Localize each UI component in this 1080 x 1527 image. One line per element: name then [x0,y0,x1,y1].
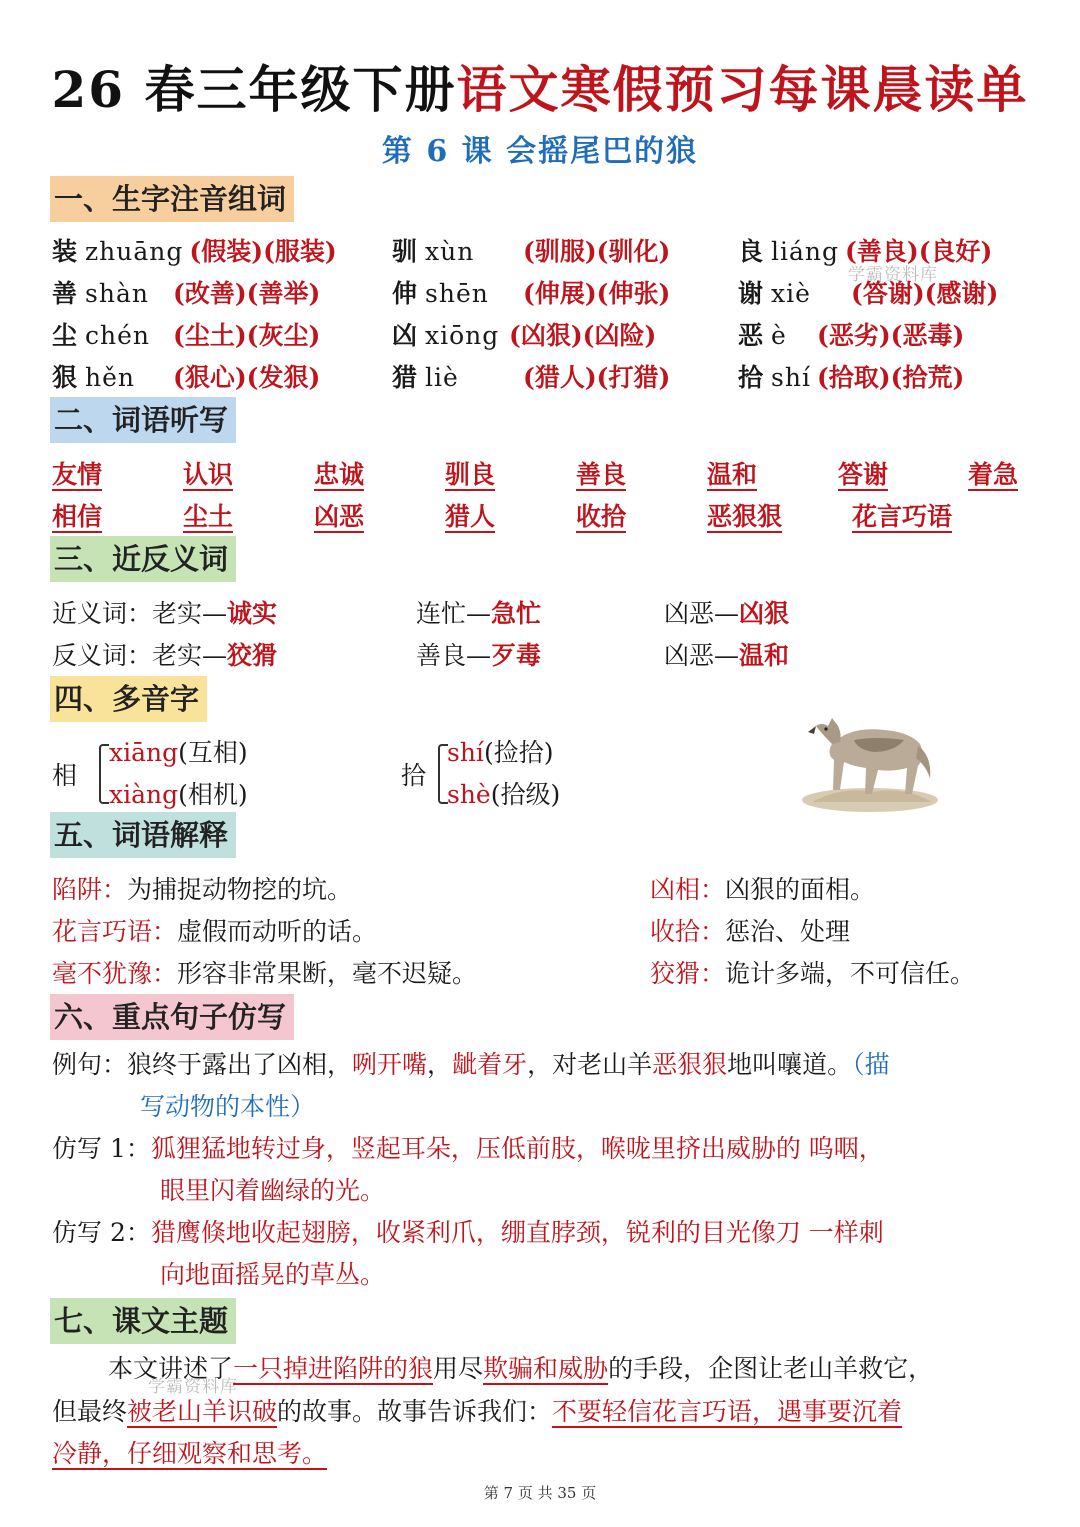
imitation-2-cont [160,1254,385,1296]
char: 恶 [738,321,764,350]
char-item [52,274,320,310]
char-words: (拾取)(拾荒) [816,363,965,392]
dictation-word: 善良 [576,460,627,489]
char-words: (凶狠)(凶险) [509,321,657,350]
char: 驯 [392,237,418,266]
pinyin: è [771,321,787,350]
pinyin: liè [425,363,459,392]
dictation-word: 收拾 [576,502,627,531]
theme-line-2 [52,1391,902,1433]
definition: 形容非常果断，毫不迟疑。 [177,959,478,988]
antonym-pair [416,636,541,672]
pinyin: liáng [771,237,840,266]
section-heading-synonyms: 三、近反义词 [50,536,236,582]
antonym-row [52,636,277,672]
example-highlight: 咧开嘴 [352,1050,428,1079]
char-words: (改善)(善举) [173,279,321,308]
reading-word: (互相) [178,738,248,767]
theme-text: 但最终 [52,1397,128,1426]
antonym-pair [664,636,789,672]
imitation-text: 狐狸猛地转过身，竖起耳朵，压低前肢，喉咙里挤出威胁的 呜咽， [150,1134,884,1163]
theme-text: 的手段，企图让老山羊救它， [608,1354,934,1383]
dictation-word: 驯良 [445,460,496,489]
page-title [0,50,1080,122]
synonym-label: 近义词： [52,599,153,628]
watermark: 学霸资料库 [848,265,938,285]
antonym-word: 善良— [416,641,492,670]
theme-highlight: 被老山羊识破 [127,1397,278,1426]
char: 猎 [392,363,418,392]
synonym-word: 老实— [152,599,228,628]
pinyin: chén [85,321,151,350]
antonym-word: 老实— [152,641,228,670]
theme-text: 用尽 [433,1354,484,1383]
char: 尘 [52,321,78,350]
polyphone-reading [447,733,553,769]
char-item [52,232,337,268]
dictation-word: 花言巧语 [852,502,953,531]
theme-highlight: 一只掉进陷阱的狼 [233,1354,434,1383]
wolf-illustration [792,682,942,814]
example-note-cont [140,1086,315,1128]
synonym-word: 连忙— [416,599,492,628]
char: 狠 [52,363,78,392]
dictation-word: 忠诚 [314,460,365,489]
reading-word: (拾级) [490,780,561,809]
reading-pinyin: shí [447,738,484,767]
dictation-word: 着急 [968,460,1019,489]
example-text: ，对老山羊 [527,1050,653,1079]
section-heading-characters: 一、生字注音组词 [50,176,294,222]
polyphone-reading [109,775,248,811]
section-heading-theme: 七、课文主题 [50,1298,236,1344]
synonym-answer: 急忙 [491,599,542,628]
dictation-word: 恶狠狠 [707,502,783,531]
section-heading-explanations: 五、词语解释 [50,812,236,858]
char: 谢 [738,279,764,308]
char-words: (尘土)(灰尘) [173,321,321,350]
imitation-text: 猎鹰倏地收起翅膀，收紧利爪，绷直脖颈，锐利的目光像刀 一样刺 [150,1218,884,1247]
char-words: (善良)(良好) [845,237,993,266]
char-words: (猎人)(打猎) [523,363,671,392]
theme-highlight: 不要轻信花言巧语，遇事要沉着 [552,1397,903,1426]
antonym-answer: 狡猾 [227,641,278,670]
reading-word: (相机) [178,780,248,809]
synonym-pair [664,594,789,630]
reading-word: (捡拾) [483,738,554,767]
char-words: (恶劣)(恶毒) [817,321,965,350]
title-subject: 语文寒假预习每课晨读单 [456,60,1029,119]
term: 陷阱： [52,875,128,904]
pinyin: shēn [425,279,489,308]
char-item [392,358,670,394]
char-item [392,274,670,310]
polyphone-reading [447,775,560,811]
pinyin: xiè [771,279,811,308]
term: 收拾： [650,917,726,946]
imitation-text: 眼里闪着幽绿的光。 [160,1176,386,1205]
char-words: (假装)(服装) [189,237,337,266]
explanation-item [650,870,875,906]
imitation-text: 向地面摇晃的草丛。 [160,1260,386,1289]
example-highlight: 龇着牙 [452,1050,528,1079]
char-item [738,358,964,394]
explanation-item [52,870,352,906]
imitation-2 [52,1212,884,1254]
char: 装 [52,237,78,266]
char: 良 [738,237,764,266]
theme-text: 本文讲述了 [108,1354,234,1383]
antonym-word: 凶恶— [664,641,740,670]
polyphone-char: 拾 [401,761,427,790]
explanation-item [52,954,477,990]
char-item [392,232,670,268]
reading-pinyin: xiàng [109,780,179,809]
dictation-word: 认识 [183,460,234,489]
example-sentence [52,1044,1042,1086]
definition: 为捕捉动物挖的坑。 [127,875,353,904]
theme-highlight: 欺骗和威胁 [483,1354,609,1383]
example-label: 例句： [52,1050,128,1079]
dictation-word: 相信 [52,502,103,531]
example-text: ， [427,1050,453,1079]
polyphone-char: 相 [52,761,78,790]
char: 凶 [392,321,418,350]
char-words: (伸展)(伸张) [523,279,671,308]
term: 狡猾： [650,959,726,988]
synonym-row [52,594,277,630]
title-grade: 26 春三年级下册 [51,60,457,119]
imitation-1-cont [160,1170,385,1212]
definition: 虚假而动听的话。 [177,917,378,946]
example-text: 狼终于露出了凶相， [127,1050,353,1079]
dictation-word: 答谢 [838,460,889,489]
char: 伸 [392,279,418,308]
watermark: 学霸资料库 [148,1377,238,1397]
dictation-word: 凶恶 [314,502,365,531]
antonym-answer: 温和 [739,641,790,670]
pinyin: xùn [425,237,475,266]
example-note: （描 [852,1050,890,1079]
definition: 凶狠的面相。 [725,875,876,904]
imitation-1 [52,1128,884,1170]
char: 善 [52,279,78,308]
explanation-item [52,912,377,948]
brace-icon [99,744,109,804]
char-words: (驯服)(驯化) [523,237,671,266]
term: 毫不犹豫： [52,959,178,988]
theme-text: 的故事。故事告诉我们： [277,1397,553,1426]
explanation-item [650,912,850,948]
page-number: 第 7 页 共 35 页 [483,1484,597,1502]
char-words: (答谢)(感谢) [851,279,999,308]
reading-pinyin: shè [447,780,491,809]
char-item [52,316,320,352]
dictation-word: 猎人 [445,502,496,531]
synonym-word: 凶恶— [664,599,740,628]
imitation-label: 仿写 2： [52,1218,151,1247]
synonym-answer: 诚实 [227,599,278,628]
example-note: 写动物的本性） [140,1092,316,1121]
dictation-word: 友情 [52,460,103,489]
pinyin: shí [771,363,811,392]
pinyin: hěn [85,363,136,392]
polyphone-reading [109,733,248,769]
antonym-answer: 歹毒 [491,641,542,670]
theme-line-3 [52,1433,327,1475]
section-heading-polyphones: 四、多音字 [50,676,207,722]
dictation-word: 尘土 [183,502,234,531]
definition: 惩治、处理 [725,917,851,946]
imitation-label: 仿写 1： [52,1134,151,1163]
section-heading-sentences: 六、重点句子仿写 [50,994,294,1040]
dictation-word: 温和 [707,460,758,489]
definition: 诡计多端，不可信任。 [725,959,976,988]
term: 凶相： [650,875,726,904]
char-item [392,316,656,352]
pinyin: shàn [85,279,149,308]
term: 花言巧语： [52,917,178,946]
synonym-pair [416,594,541,630]
synonym-answer: 凶狠 [739,599,790,628]
explanation-item [650,954,975,990]
pinyin: xiōng [425,321,500,350]
example-text: 地叫嚷道。 [727,1050,853,1079]
pinyin: zhuāng [85,237,184,266]
lesson-title: 第 6 课 会摇尾巴的狼 [381,134,699,169]
char-item [52,358,320,394]
char-words: (狠心)(发狠) [173,363,321,392]
char-item [738,316,964,352]
reading-pinyin: xiāng [109,738,179,767]
antonym-label: 反义词： [52,641,153,670]
theme-highlight: 冷静，仔细观察和思考。 [52,1439,328,1468]
char: 拾 [738,363,764,392]
section-heading-dictation: 二、词语听写 [50,397,236,443]
example-highlight: 恶狠狠 [652,1050,728,1079]
